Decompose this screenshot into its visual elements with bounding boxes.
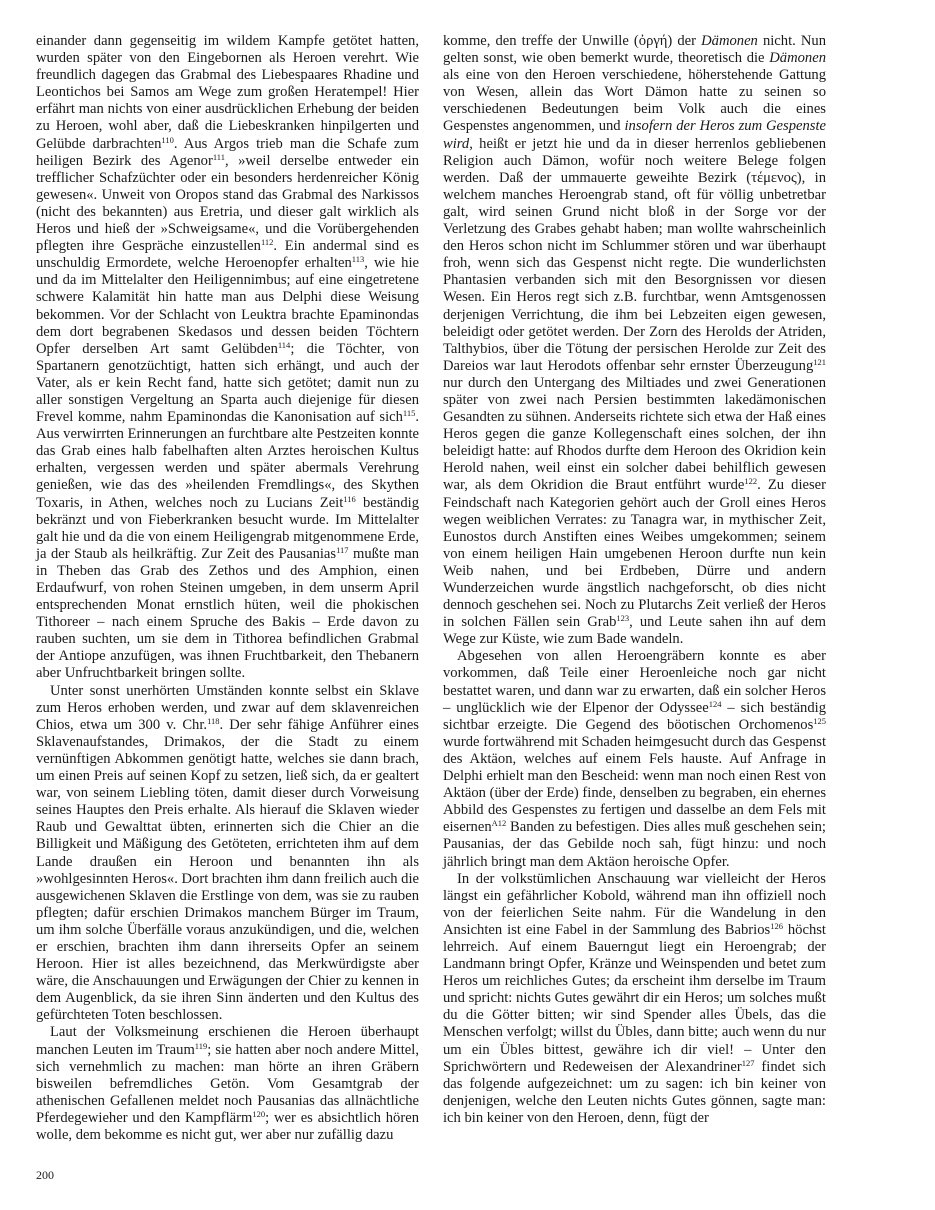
footnote-marker: 113 [351,254,365,265]
right-text-column [443,33,826,1127]
footnote-marker: 123 [616,613,630,624]
footnote-marker: 127 [741,1057,755,1068]
paragraph: Laut der Volksmeinung erschienen die Heroen überhaupt manchen Leuten im Traum$^{119}$; sie hatten aber noch andere Mittel, sich vernehmlich zu machen: man hörte an ihren Gräbern bisweilen befremdliches Getön. Vom Gesamtgrab der athenischen Gefallenen meldet noch Pausanias das allnächtliche Pferdegewieher und den Kampflärm$^{120}$; wer es absichtlich hören wolle, dem bekomme es nicht gut, wer aber nur zufällig dazu [36,1024,419,1143]
emphasis: insofern der Heros zum Gespenste wird [443,118,826,152]
paragraph: Abgesehen von allen Heroengräbern konnte es aber vorkommen, daß Teile einer Heroenleiche noch gar nicht bestattet waren, und dann war zu erwarten, daß ein solcher Heros – unglücklich wie der Elpenor der Odyssee$^{124}$ – sich beständig sichtbar erzeigte. Die Gegend des böotischen Orchomenos$^{125}$ wurde fortwährend mit Schaden heimgesucht durch das Gespenst des Aktäon, welches auf einem Fels hauste. Auf Anfrage in Delphi erhielt man den Bescheid: wenn man noch einen Rest von Aktäon (über der Erde) finde, denselben zu begraben, ein ehernes Abbild des Gespenstes zu fertigen und dasselbe an dem Fels mit eisernen$^{A12}$ Banden zu befestigen. Dies alles muß geschehen sein; Pausanias, der das Gebilde noch sah, fügt hinzu: und noch jährlich bringt man dem Aktäon heroische Opfer. [443,648,826,870]
emphasis: Dämonen [701,33,758,49]
footnote-marker: 111 [212,151,225,162]
footnote-marker: 117 [336,544,349,555]
footnote-marker: 125 [813,715,826,726]
footnote-marker: 116 [343,493,356,504]
footnote-marker: 124 [708,698,722,709]
footnote-marker: 115 [402,408,416,419]
footnote-marker: A12 [491,818,507,829]
footnote-marker: 119 [194,1040,208,1051]
footnote-marker: 112 [260,237,274,248]
emphasis: Dämonen [769,50,826,67]
footnote-marker: 118 [207,715,220,726]
left-text-column [36,33,419,1144]
footnote-marker: 114 [277,339,291,350]
paragraph: komme, den treffe der Unwille (ὀργή) der Dämonen nicht. Nun gelten sonst, wie oben bemerkt wurde, theoretisch die Dämonen als eine von den Heroen verschiedene, höherstehende Gattung von Wesen, allein das Wort Dämon hatte zu seinen so verschiedenen Bedeutungen beim Volk auch die eines Gespenstes angenommen, und insofern der Heros zum Gespenste wird, heißt er jetzt hie und da in dieser herrenlos gebliebenen Religion auch Dämon, wofür noch weitere Belege folgen werden. Daß der ummauerte geweihte Bezirk (τέμενος), in welchem manches Heroengrab stand, oft für völlig unbetretbar galt, wird seinen Grund nicht bloß in der Sorge vor der Verletzung des Grabes gehabt haben; man wollte wahrscheinlich den Heros schon nicht im Schlummer stören und war überhaupt froh, wenn sich das Gespenst nicht regte. Die wunderlichsten Phantasien verbanden sich mit den Besorgnissen vor diesen Wesen. Ein Heros regt sich z.B. furchtbar, wenn Amtsgenossen derjenigen Verrichtung, die ihm bei Lebzeiten eigen gewesen, beleidigt oder getötet werden. Der Zorn des Herolds der Atriden, Talthybios, über die Tötung der persischen Herolde zur Zeit des Dareios war laut Herodots offenbar sehr ernster Überzeugung$^{121}$ nur durch den Untergang des Miltiades und zwei Generationen später von zwei nach Persien bestimmten lakedämonischen Gesandten zu sühnen. Anderseits richtete sich etwa der Haß eines Heros gegen die ganze Kollegenschaft eines solchen, der ihn beleidigt hatte: auf Rhodos durfte dem Heroon des Okridion kein Herold nahen, weil einst ein solcher dabei behilflich gewesen war, als dem Okridion die Braut entführt wurde$^{122}$. Zu dieser Feindschaft nach Kategorien gehört auch der Groll eines Heros wegen weiblichen Verrates: zu Tanagra war, in mythischer Zeit, Eunostos durch Anstiften eines Weibes umgekommen; seinem von einem heiligen Hain umgebenen Heroon durfte nun kein Weib nahen, und bei Erdbeben, Dürre und andern Wunderzeichen wurde ängstlich nachgeforscht, ob dies nicht dennoch geschehen sei. Noch zu Plutarchs Zeit verließ der Heros in solchen Fällen sein Grab$^{123}$, und Leute sahen ihn auf dem Wege zur Küste, wie zum Bade wandeln. [443,33,826,648]
paragraph: In der volkstümlichen Anschauung war vielleicht der Heros längst ein gefährlicher Kobold, während man ihn offiziell noch von der feierlichen Seite nahm. Für die Wandelung in den Ansichten ist eine Fabel in der Sammlung des Babrios$^{126}$ höchst lehrreich. Auf einem Bauerngut liegt ein Heroengrab; der Landmann bringt Opfer, Kränze und Weinspenden und betet zum Heros um reichliches Gutes; da erscheint ihm derselbe im Traum und spricht: nichts Gutes gewährt dir ein Heros; um solches mußt du die Götter bitten; wir sind Spender alles Übels, das die Menschen verfolgt; willst du Übles, dann bitte; auch wenn du nur um ein Übles bittest, gewähre ich dir viel! – Unter den Sprichwörtern und Redeweisen der Alexandriner$^{127}$ findet sich das folgende aufgezeichnet: um zu sagen: ich bin keiner von denjenigen, welche den Leuten nichts Gutes gönnen, sagte man: ich bin keiner von den Heroen, denn, fügt der [443,870,827,1126]
footnote-marker: 120 [252,1108,266,1119]
footnote-marker: 121 [813,356,826,367]
page-number: 200 [36,1168,54,1182]
footnote-marker: 122 [744,476,758,487]
footnote-marker: 110 [161,134,174,145]
paragraph: einander dann gegenseitig im wildem Kampfe getötet hatten, wurden später von den Eingebornen als Heroen verehrt. Wie freundlich dagegen das Grabmal des Liebespaares Rhadine und Leontichos bei Samos am Wege zum großen Heratempel! Hier erfährt man nichts von einer ausdrücklichen Erhebung der beiden zu Heroen, wohl aber, daß die Liebeskranken hinpilgerten und Gelübde darbrachten$^{110}$. Aus Argos trieb man die Schafe zum heiligen Bezirk des Agenor$^{111}$, »weil derselbe entweder ein trefflicher Schafzüchter oder ein besonders herdenreicher König gewesen«. Unweit von Oropos stand das Grabmal des Narkissos (nicht des bekannten) aus Eretria, und dieser galt wirklich als Heros und hieß der »Schweigsame«, und die Vorübergehenden pflegten ihre Gespräche einzustellen$^{112}$. Ein andermal sind es unschuldig Ermordete, welche Heroenopfer erhalten$^{113}$, wie hie und da im Mittelalter den Heiligennimbus; auf eine eingetretene schwere Kalamität hin hatte man aus Delphi diese Weisung bekommen. Vor der Schlacht von Leuktra brachte Epaminondas dem dort begrabenen Skedasos und dessen beiden Töchtern Opfer derselben Art samt Gelübden$^{114}$; die Töchter, von Spartanern genotzüchtigt, hatten sich erhängt, und auch der Vater, als er kein Recht fand, hatte sich getötet; damit nun zu aller sonstigen Vergeltung an Sparta auch diejenige für diesen Frevel komme, nahm Epaminondas die Kanonisation auf sich$^{115}$. Aus verwirrten Erinnerungen an furchtbare alte Pestzeiten konnte das Grab eines halb fabelhaften alten Arztes heroischen Kultus erhalten, vergessen werden und später abermals Verehrung genießen, wie das des »heilenden Fremdlings«, des Skythen Toxaris, in Athen, welches noch zu Lucians Zeit$^{116}$ beständig bekränzt und von Fieberkranken besucht wurde. Im Mittelalter galt hie und da die von einem Heiligengrab mitgenommene Erde, ja der Staub als heilkräftig. Zur Zeit des Pausanias$^{117}$ mußte man in Theben das Grab des Zethos und des Amphion, einen Erdaufwurf, von rohen Steinen umgeben, in dem unserm April entsprechenden Monat ernstlich hüten, weil die phokischen Tithoreer – nach einem Spruche des Bakis – Erde davon zu rauben suchten, um sie dem in Tithorea befindlichen Grabmal der Antiope anzufügen, was ihnen Fruchtbarkeit, den Thebanern aber Unfruchtbarkeit bringen sollte. [36,33,419,682]
footnote-marker: 126 [770,920,783,931]
paragraph: Unter sonst unerhörten Umständen konnte selbst ein Sklave zum Heros erhoben werden, und zwar auf dem sklavenreichen Chios, etwa um 300 v. Chr.$^{118}$. Der sehr fähige Anführer eines Sklavenaufstandes, Drimakos, der die Stadt zu einem vernünftigen Abkommen genötigt hatte, welches sie dann brach, um einen Preis auf seinen Kopf zu setzen, ließ sich, da er gealtert war, von seinem Liebling töten, damit dieser durch Vorweisung seines Hauptes den Preis erhalte. Als hierauf die Sklaven wieder Raub und Gewalttat übten, erinnerten sich die Chier an die Billigkeit und Mäßigung des Getöteten, errichteten ihm auf dem Lande draußen ein Heroon und benannten ihn als »wohlgesinnten Heros«. Dort brachten ihm dann freilich auch die ausgewichenen Sklaven die Erstlinge von dem, was sie zu rauben pflegten; dafür erschien Drimakos manchem Bürger im Traum, um ihm solche Überfälle voraus anzukündigen, und die, welchen er erschien, brachten ihm dann ihrerseits Opfer an seinem Heroon. Hier ist alles bezeichnend, das Merkwürdigste aber wäre, die Anschauungen und Erwägungen der Chier zu kennen in dem Augenblick, da sie ihren Sinn änderten und den Kultus des gefürchteten Toten beschlossen. [36,682,419,1024]
